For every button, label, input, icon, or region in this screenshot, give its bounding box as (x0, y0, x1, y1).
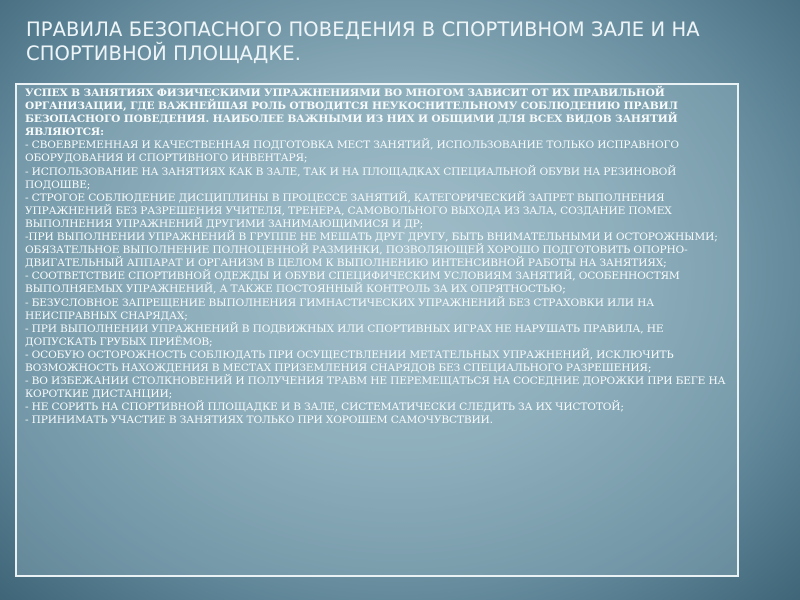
rule-item: - СООТВЕТСТВИЕ СПОРТИВНОЙ ОДЕЖДЫ И ОБУВИ СПЕЦИФИЧЕСКИМ УСЛОВИЯМ ЗАНЯТИЙ, ОСОБЕННОСТЯМ ВЫПОЛНЯЕМЫХ УПРАЖНЕНИЙ, А ТАКЖЕ ПОСТОЯННЫЙ КОНТРОЛЬ ЗА ИХ ОПРЯТНОСТЬЮ; (25, 270, 680, 296)
rule-item: - ПРИНИМАТЬ УЧАСТИЕ В ЗАНЯТИЯХ ТОЛЬКО ПРИ ХОРОШЕМ САМОЧУВСТВИИ. (25, 414, 493, 427)
rule-item: - БЕЗУСЛОВНОЕ ЗАПРЕЩЕНИЕ ВЫПОЛНЕНИЯ ГИМНАСТИЧЕСКИХ УПРАЖНЕНИЙ БЕЗ СТРАХОВКИ ИЛИ НА НЕИСПРАВНЫХ СНАРЯДАХ; (25, 296, 655, 322)
slide-title: ПРАВИЛА БЕЗОПАСНОГО ПОВЕДЕНИЯ В СПОРТИВНОМ ЗАЛЕ И НА СПОРТИВНОЙ ПЛОЩАДКЕ. (26, 18, 700, 65)
rule-item: - ОСОБУЮ ОСТОРОЖНОСТЬ СОБЛЮДАТЬ ПРИ ОСУЩЕСТВЛЕНИИ МЕТАТЕЛЬНЫХ УПРАЖНЕНИЙ, ИСКЛЮЧИТЬ ВОЗМОЖНОСТЬ НАХОЖДЕНИЯ В МЕСТАХ ПРИЗЕМЛЕНИЯ СНАРЯДОВ БЕЗ СПЕЦИАЛЬНОГО РАЗРЕШЕНИЯ; (25, 348, 674, 374)
rule-item: - ПРИ ВЫПОЛНЕНИИ УПРАЖНЕНИЙ В ПОДВИЖНЫХ ИЛИ СПОРТИВНЫХ ИГРАХ НЕ НАРУШАТЬ ПРАВИЛА, НЕ ДОПУСКАТЬ ГРУБЫХ ПРИЁМОВ; (25, 322, 664, 348)
rule-item: - ВО ИЗБЕЖАНИИ СТОЛКНОВЕНИЙ И ПОЛУЧЕНИЯ ТРАВМ НЕ ПЕРЕМЕЩАТЬСЯ НА СОСЕДНИЕ ДОРОЖКИ ПРИ БЕГЕ НА КОРОТКИЕ ДИСТАНЦИИ; (25, 375, 726, 401)
rules-text (25, 87, 735, 427)
rule-item: - НЕ СОРИТЬ НА СПОРТИВНОЙ ПЛОЩАДКЕ И В ЗАЛЕ, СИСТЕМАТИЧЕСКИ СЛЕДИТЬ ЗА ИХ ЧИСТОТОЙ; (25, 401, 624, 414)
rule-item: - ИСПОЛЬЗОВАНИЕ НА ЗАНЯТИЯХ КАК В ЗАЛЕ, ТАК И НА ПЛОЩАДКАХ СПЕЦИАЛЬНОЙ ОБУВИ НА РЕЗИНОВОЙ ПОДОШВЕ; (25, 165, 677, 191)
rule-item: - СТРОГОЕ СОБЛЮДЕНИЕ ДИСЦИПЛИНЫ В ПРОЦЕССЕ ЗАНЯТИЙ, КАТЕГОРИЧЕСКИЙ ЗАПРЕТ ВЫПОЛНЕНИЯ УПРАЖНЕНИЙ БЕЗ РАЗРЕШЕНИЯ УЧИТЕЛЯ, ТРЕНЕРА, САМОВОЛЬНОГО ВЫХОДА ИЗ ЗАЛА, СОЗДАНИЕ ПОМЕХ ВЫПОЛНЕНИЯ УПРАЖНЕНИЙ ДРУГИМИ ЗАНИМАЮЩИМИСЯ И ДР; (25, 191, 672, 230)
content-box (15, 83, 739, 577)
intro-paragraph: УСПЕХ В ЗАНЯТИЯХ ФИЗИЧЕСКИМИ УПРАЖНЕНИЯМИ ВО МНОГОМ ЗАВИСИТ ОТ ИХ ПРАВИЛЬНОЙ ОРГАНИЗАЦИИ, ГДЕ ВАЖНЕЙШАЯ РОЛЬ ОТВОДИТСЯ НЕУКОСНИТЕЛЬНОМУ СОБЛЮДЕНИЮ ПРАВИЛ БЕЗОПАСНОГО ПОВЕДЕНИЯ. НАИБОЛЕЕ ВАЖНЫМИ ИЗ НИХ И ОБЩИМИ ДЛЯ ВСЕХ ВИДОВ ЗАНЯТИЙ ЯВЛЯЮТСЯ: (25, 87, 678, 139)
rule-item: -ПРИ ВЫПОЛНЕНИИ УПРАЖНЕНИЙ В ГРУППЕ НЕ МЕШАТЬ ДРУГ ДРУГУ, БЫТЬ ВНИМАТЕЛЬНЫМИ И ОСТОРОЖНЫМИ; (25, 231, 718, 244)
rule-item: - СВОЕВРЕМЕННАЯ И КАЧЕСТВЕННАЯ ПОДГОТОВКА МЕСТ ЗАНЯТИЙ, ИСПОЛЬЗОВАНИЕ ТОЛЬКО ИСПРАВНОГО ОБОРУДОВАНИЯ И СПОРТИВНОГО ИНВЕНТАРЯ; (25, 139, 679, 165)
rule-item: ОБЯЗАТЕЛЬНОЕ ВЫПОЛНЕНИЕ ПОЛНОЦЕННОЙ РАЗМИНКИ, ПОЗВОЛЯЮЩЕЙ ХОРОШО ПОДГОТОВИТЬ ОПОРНО-ДВИГАТЕЛЬНЫЙ АППАРАТ И ОРГАНИЗМ В ЦЕЛОМ К ВЫПОЛНЕНИЮ ИНТЕНСИВНОЙ РАБОТЫ НА ЗАНЯТИЯХ; (25, 244, 688, 270)
